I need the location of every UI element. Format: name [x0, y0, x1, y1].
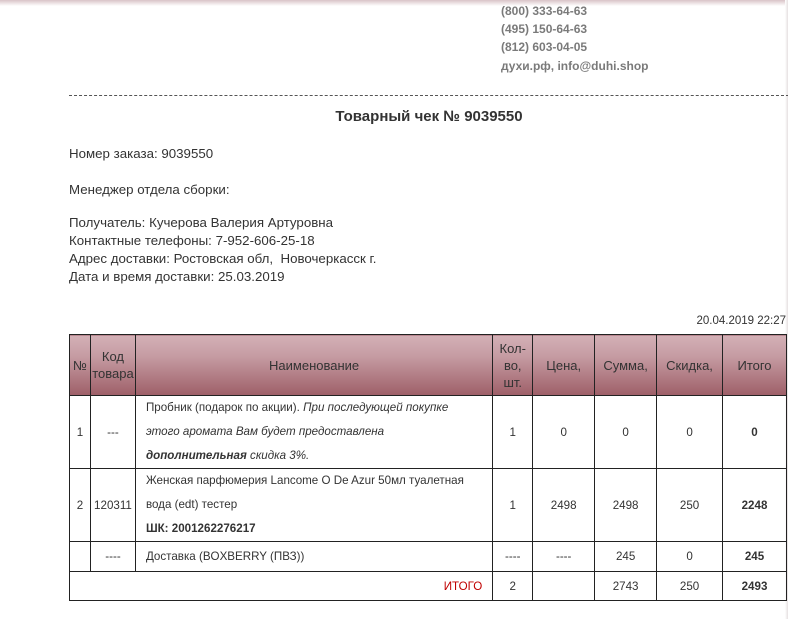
cell-code: --- [90, 396, 135, 469]
item-name: Пробник (подарок по акции). [145, 401, 300, 414]
footer-price [533, 572, 595, 601]
delivery-line [69, 269, 285, 284]
cell-discount: 0 [657, 542, 723, 572]
address-value: Ростовская обл, Новочеркасск г. [173, 251, 377, 266]
address-label: Адрес доставки: [69, 251, 170, 266]
header-qty-line: шт. [503, 374, 523, 390]
contacts-block [501, 2, 648, 75]
cell-code: ---- [90, 542, 135, 572]
footer-sum: 2743 [595, 572, 657, 601]
header-qty [493, 335, 533, 396]
order-number [69, 146, 213, 161]
order-number-value: 9039550 [161, 146, 214, 161]
phones-label: Контактные телефоны: [69, 233, 212, 248]
contact-phone: (800) 333-64-63 [501, 4, 588, 18]
header-total: Итого [723, 335, 787, 396]
cell-discount: 0 [657, 396, 723, 469]
cell-name: Доставка (BOXBERRY (ПВЗ)) [135, 542, 492, 572]
items-table [69, 334, 787, 601]
table-row [70, 396, 787, 469]
recipient-line [69, 215, 333, 230]
manager-label: Менеджер отдела сборки: [69, 182, 230, 197]
address-line [69, 251, 376, 266]
cell-num: 1 [70, 396, 91, 469]
cell-price: 0 [533, 396, 595, 469]
phones-value: 7-952-606-25-18 [215, 233, 315, 248]
footer-total: 2493 [723, 572, 787, 601]
itogo-label: ИТОГО [70, 572, 493, 601]
dashed-divider [69, 95, 788, 96]
table-row [70, 469, 787, 542]
cell-num [70, 542, 91, 572]
cell-price: ---- [533, 542, 595, 572]
table-row [70, 542, 787, 572]
header-code [90, 335, 135, 396]
cell-qty: ---- [493, 542, 533, 572]
cell-total: 2248 [723, 469, 787, 542]
cell-code: 120311 [90, 469, 135, 542]
item-name: Женская парфюмерия Lancome O De Azur 50мл туалетная вода (edt) тестер [145, 474, 464, 511]
delivery-label: Дата и время доставки: [69, 269, 215, 284]
header-price: Цена, [533, 335, 595, 396]
recipient-value: Кучерова Валерия Артуровна [149, 215, 334, 230]
header-discount: Скидка, [657, 335, 723, 396]
recipient-label: Получатель: [69, 215, 146, 230]
footer-discount: 250 [657, 572, 723, 601]
contact-web: духи.рф, info@duhi.shop [501, 58, 649, 73]
cell-sum: 0 [595, 396, 657, 469]
header-qty-line: во, [503, 357, 522, 373]
promo-note-end: скидка 3%. [250, 449, 310, 462]
top-border [0, 0, 788, 6]
table-header-row [70, 335, 787, 396]
promo-note-bold: дополнительная [145, 449, 247, 462]
cell-total: 0 [723, 396, 787, 469]
print-datetime: 20.04.2019 22:27 [696, 315, 786, 327]
cell-name [135, 396, 492, 469]
manager-line [69, 182, 230, 197]
phones-line [69, 233, 315, 248]
promo-note: При последующей покупке этого аромата Вам будет предоставлена [145, 401, 449, 438]
cell-total: 245 [723, 542, 787, 572]
table-footer-row [70, 572, 787, 601]
delivery-value: 25.03.2019 [218, 269, 285, 284]
receipt-title: Товарный чек № 9039550 [335, 108, 523, 125]
cell-price: 2498 [533, 469, 595, 542]
cell-qty: 1 [493, 396, 533, 469]
cell-qty: 1 [493, 469, 533, 542]
header-sum: Сумма, [595, 335, 657, 396]
order-number-label: Номер заказа: [69, 146, 158, 161]
contact-phone: (812) 603-04-05 [501, 40, 588, 55]
cell-discount: 250 [657, 469, 723, 542]
header-qty-line: Кол- [499, 340, 526, 356]
cell-name [135, 469, 492, 542]
header-num: № [70, 335, 91, 396]
footer-qty: 2 [493, 572, 533, 601]
header-code-line: Код [101, 349, 125, 364]
header-code-line: товара [92, 366, 134, 381]
header-name: Наименование [135, 335, 492, 396]
item-barcode: ШК: 2001262276217 [145, 522, 256, 535]
cell-sum: 2498 [595, 469, 657, 542]
cell-num: 2 [70, 469, 91, 542]
contact-phone: (495) 150-64-63 [501, 22, 588, 37]
cell-sum: 245 [595, 542, 657, 572]
